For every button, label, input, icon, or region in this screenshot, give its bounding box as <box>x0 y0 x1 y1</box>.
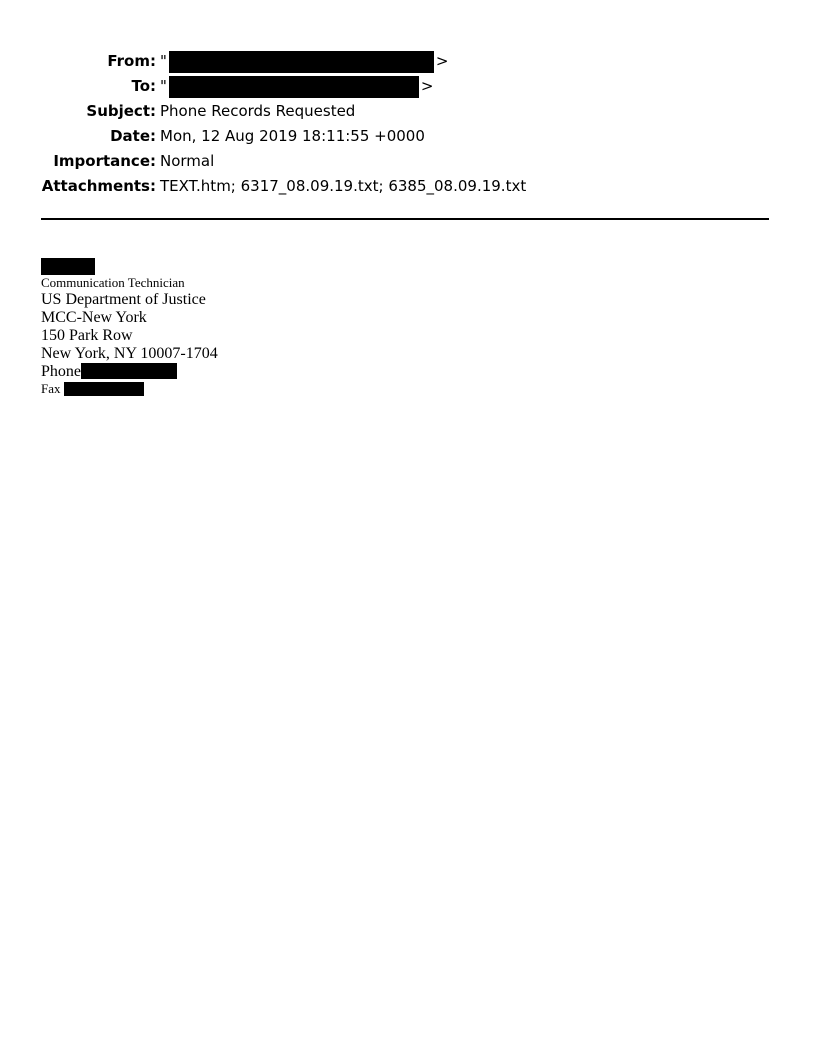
fax-label: Fax <box>41 381 61 396</box>
subject-row <box>0 99 816 124</box>
signature-line: 150 Park Row <box>41 327 133 344</box>
signature-fax <box>41 381 218 397</box>
redaction-box <box>169 76 419 98</box>
to-value <box>160 74 433 99</box>
from-bracket: > <box>435 52 449 70</box>
from-row <box>0 49 816 74</box>
signature-title: Communication Technician <box>41 275 185 290</box>
attachments-row <box>0 174 816 199</box>
signature-line: MCC-New York <box>41 309 147 326</box>
redaction-box <box>41 258 95 275</box>
redaction-box <box>64 382 144 396</box>
importance-row <box>0 149 816 174</box>
importance-label: Importance: <box>53 152 156 170</box>
redaction-box <box>169 51 434 73</box>
from-quote: " <box>160 52 167 70</box>
attachments-label: Attachments: <box>41 177 156 195</box>
email-header <box>0 49 816 199</box>
header-divider <box>41 218 769 220</box>
date-value: Mon, 12 Aug 2019 18:11:55 +0000 <box>160 127 425 145</box>
signature-phone <box>41 363 218 381</box>
email-signature <box>41 258 218 397</box>
to-row <box>0 74 816 99</box>
phone-label: Phone <box>41 363 81 380</box>
date-label: Date: <box>110 127 156 145</box>
from-value <box>160 49 448 74</box>
subject-value: Phone Records Requested <box>160 102 356 120</box>
to-quote: " <box>160 77 167 95</box>
subject-label: Subject: <box>86 102 156 120</box>
redaction-box <box>81 363 177 379</box>
signature-line: US Department of Justice <box>41 291 206 308</box>
to-bracket: > <box>420 77 434 95</box>
to-label: To: <box>131 77 156 95</box>
from-label: From: <box>107 52 156 70</box>
attachments-value[interactable]: TEXT.htm; 6317_08.09.19.txt; 6385_08.09.19.txt <box>160 177 527 195</box>
date-row <box>0 124 816 149</box>
signature-line: New York, NY 10007-1704 <box>41 345 218 362</box>
importance-value: Normal <box>160 152 215 170</box>
